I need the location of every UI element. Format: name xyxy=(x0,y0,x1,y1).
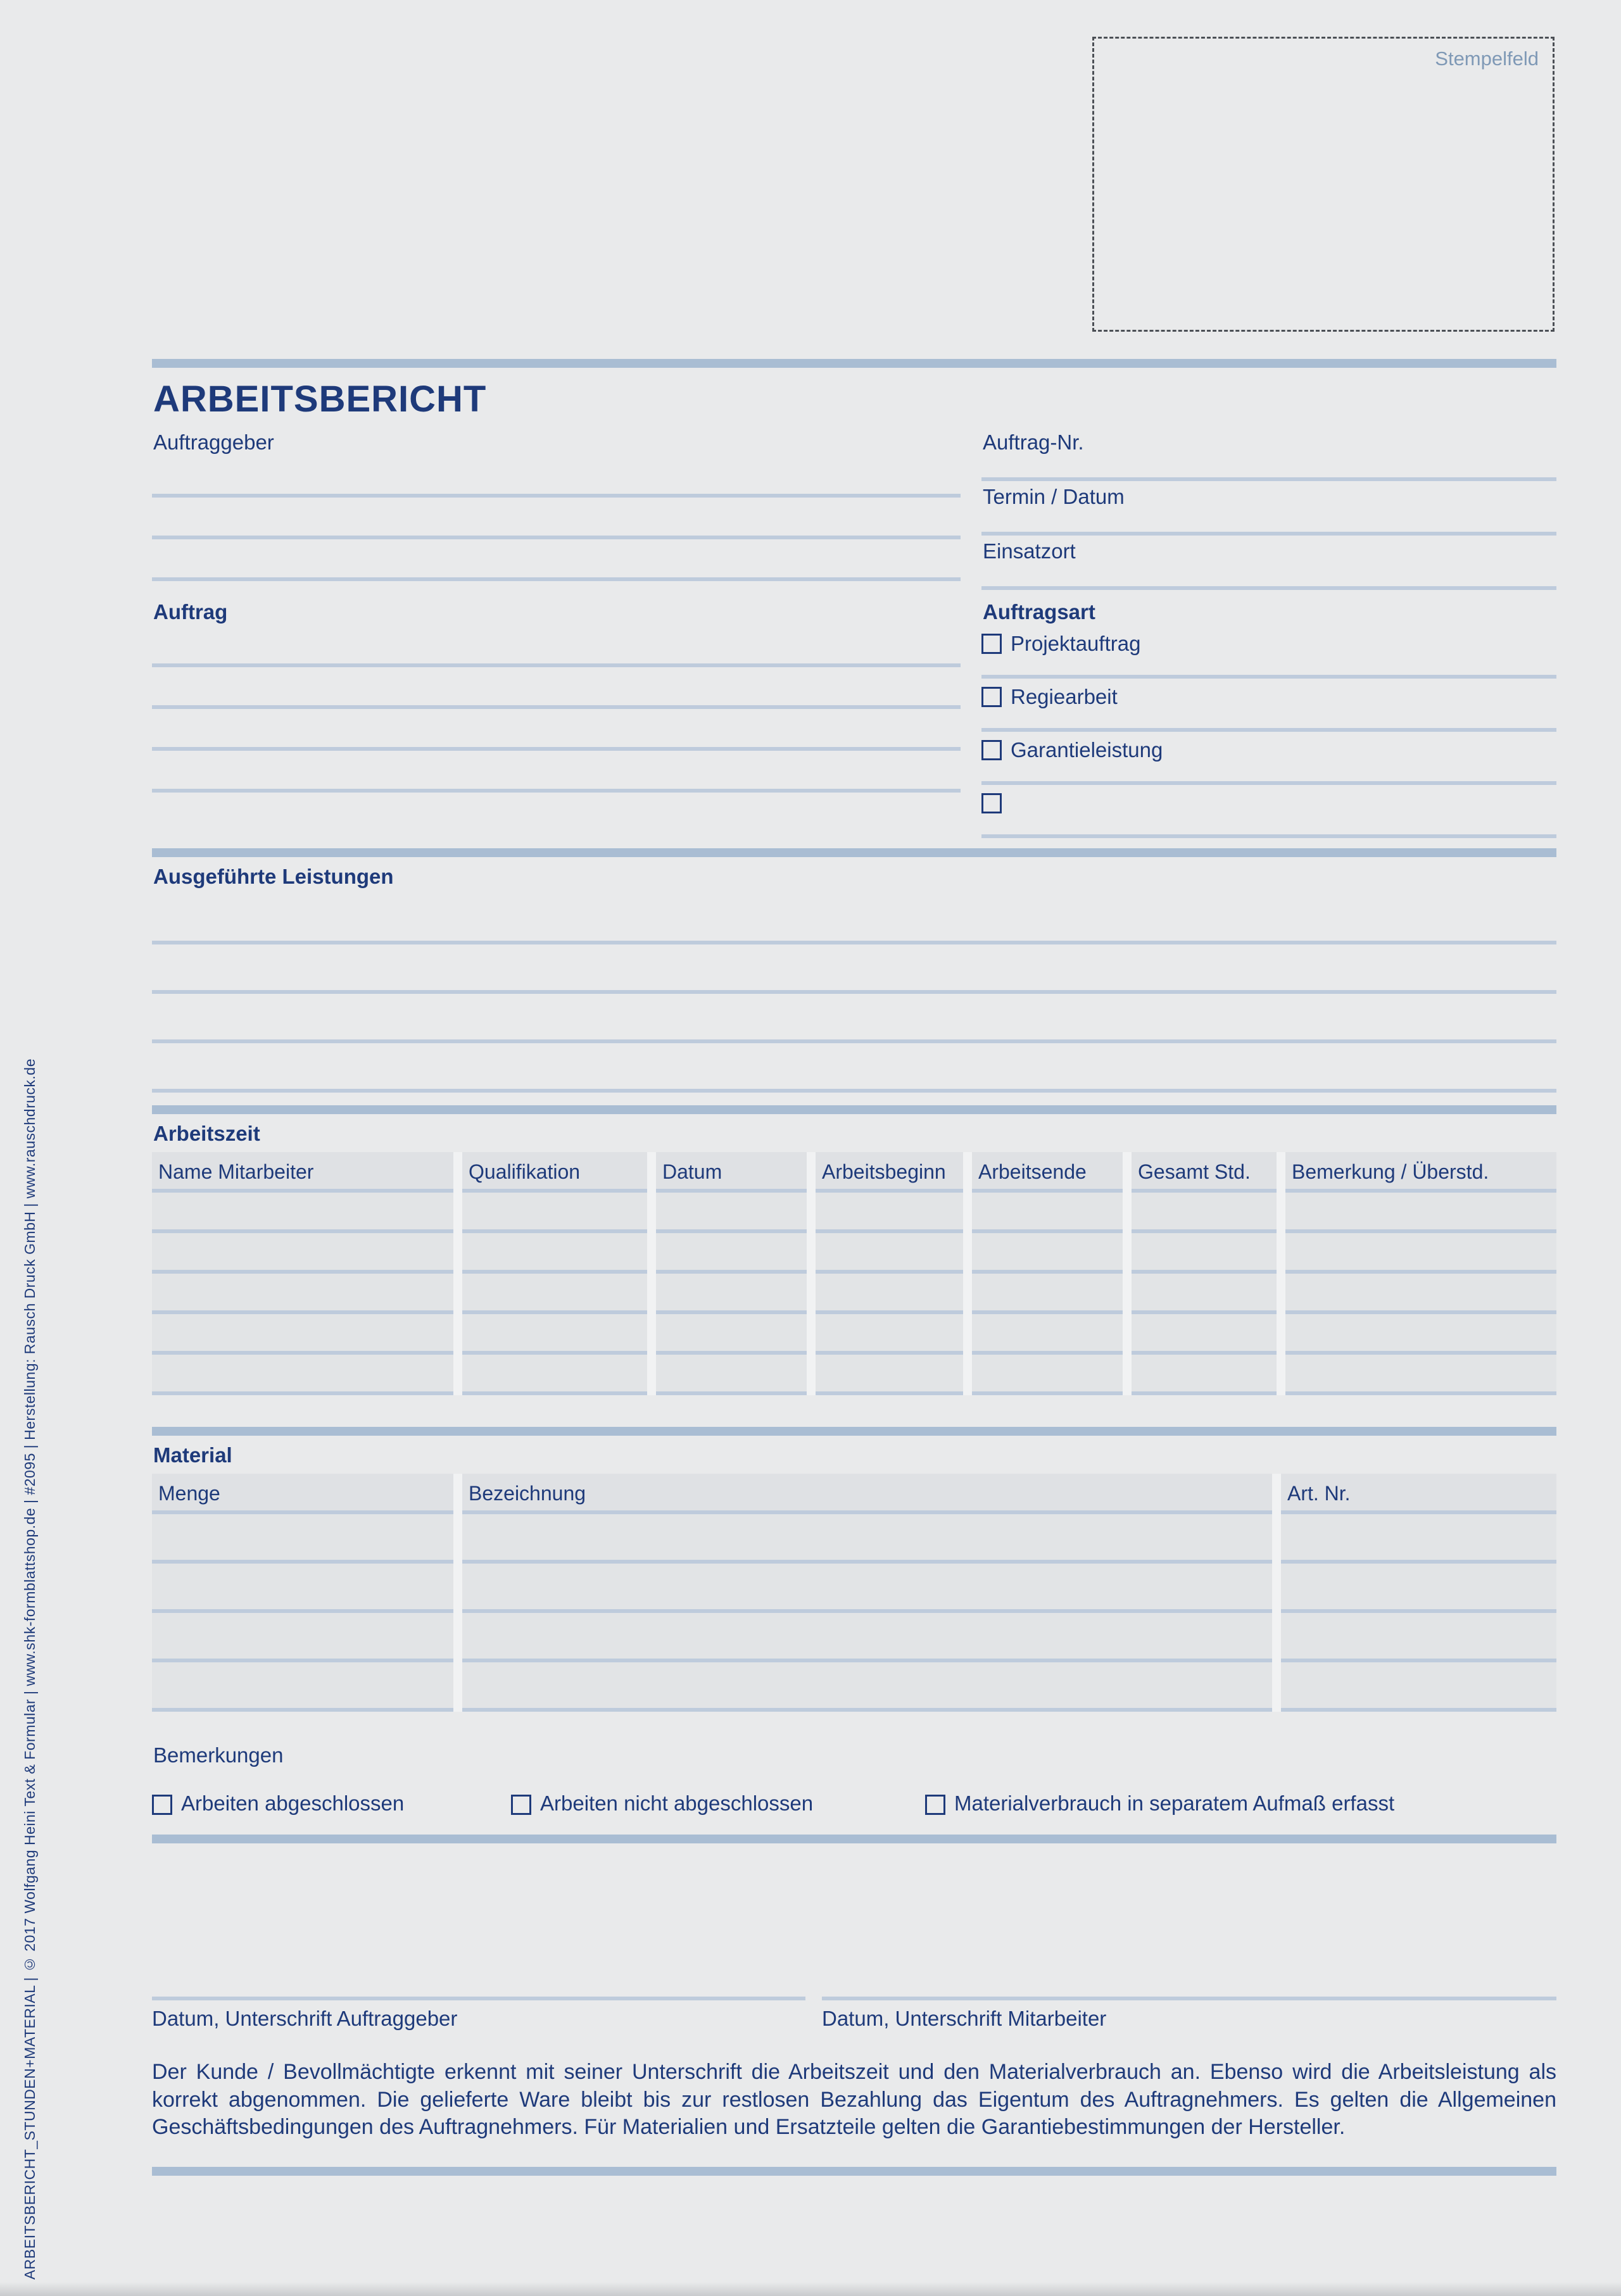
worktime-cell[interactable] xyxy=(656,1193,807,1233)
client-column xyxy=(152,427,961,590)
checkbox-icon[interactable] xyxy=(981,740,1002,760)
worktime-cell[interactable] xyxy=(462,1233,647,1274)
client-label: Auftraggeber xyxy=(153,430,274,454)
worktime-section xyxy=(152,1105,1556,1395)
material-cell[interactable] xyxy=(1281,1662,1556,1712)
material-header-artno: Art. Nr. xyxy=(1281,1474,1556,1514)
order-input-line[interactable] xyxy=(152,709,961,751)
services-input-line[interactable] xyxy=(152,994,1556,1043)
worktime-cell[interactable] xyxy=(656,1274,807,1314)
stamp-field-box[interactable] xyxy=(1092,37,1555,332)
signature-employee xyxy=(822,1997,1556,2031)
services-input-line[interactable] xyxy=(152,1043,1556,1093)
worktime-cell[interactable] xyxy=(152,1274,453,1314)
worktime-table xyxy=(152,1152,1556,1395)
remarks-label: Bemerkungen xyxy=(153,1743,284,1767)
order-input-line[interactable] xyxy=(152,625,961,667)
material-header-description: Bezeichnung xyxy=(462,1474,1272,1514)
completion-checkboxes xyxy=(152,1791,1556,1816)
check-label: Arbeiten abgeschlossen xyxy=(181,1791,405,1815)
checkbox-icon[interactable] xyxy=(925,1795,945,1815)
check-arbeiten-abgeschlossen[interactable] xyxy=(152,1791,511,1816)
checkbox-icon[interactable] xyxy=(981,793,1002,813)
material-cell[interactable] xyxy=(152,1564,453,1613)
check-arbeiten-nicht-abgeschlossen[interactable] xyxy=(511,1791,925,1816)
worktime-cell[interactable] xyxy=(1132,1314,1277,1355)
worktime-header-end: Arbeitsende xyxy=(972,1152,1123,1193)
material-cell[interactable] xyxy=(152,1662,453,1712)
material-header-quantity: Menge xyxy=(152,1474,453,1514)
signature-employee-label: Datum, Unterschrift Mitarbeiter xyxy=(822,2007,1107,2030)
worktime-cell[interactable] xyxy=(816,1274,963,1314)
location-input-line[interactable] xyxy=(981,586,1556,590)
checkbox-icon[interactable] xyxy=(152,1795,172,1815)
divider-bar-material xyxy=(152,1427,1556,1436)
order-meta-column xyxy=(981,427,1556,590)
date-field xyxy=(981,481,1556,536)
worktime-cell[interactable] xyxy=(1132,1355,1277,1395)
worktime-cell[interactable] xyxy=(972,1355,1123,1395)
material-cell[interactable] xyxy=(462,1514,1272,1564)
worktime-cell[interactable] xyxy=(656,1314,807,1355)
worktime-cell[interactable] xyxy=(972,1193,1123,1233)
check-label: Arbeiten nicht abgeschlossen xyxy=(540,1791,814,1815)
signature-client-label: Datum, Unterschrift Auftraggeber xyxy=(152,2007,458,2030)
worktime-cell[interactable] xyxy=(816,1355,963,1395)
worktime-header-remark: Bemerkung / Überstd. xyxy=(1285,1152,1556,1193)
divider-bar-remarks xyxy=(152,1835,1556,1843)
worktime-cell[interactable] xyxy=(152,1233,453,1274)
material-cell[interactable] xyxy=(462,1564,1272,1613)
divider-bar-services xyxy=(152,848,1556,857)
worktime-cell[interactable] xyxy=(152,1355,453,1395)
worktime-cell[interactable] xyxy=(462,1193,647,1233)
client-input-line[interactable] xyxy=(152,498,961,539)
services-input-line[interactable] xyxy=(152,944,1556,994)
page-bottom-edge xyxy=(0,2282,1621,2296)
worktime-header-name: Name Mitarbeiter xyxy=(152,1152,453,1193)
worktime-cell[interactable] xyxy=(972,1233,1123,1274)
order-input-line[interactable] xyxy=(152,667,961,709)
location-label: Einsatzort xyxy=(983,539,1076,563)
order-type-option-blank[interactable] xyxy=(981,785,1556,838)
divider-bar-worktime xyxy=(152,1105,1556,1114)
client-meta-section xyxy=(152,427,1556,590)
location-field xyxy=(981,536,1556,590)
material-table xyxy=(152,1474,1556,1712)
material-label: Material xyxy=(153,1443,232,1467)
option-label: Regiearbeit xyxy=(1011,685,1118,708)
option-label: Garantieleistung xyxy=(1011,738,1163,762)
material-section xyxy=(152,1427,1556,1712)
order-input-line[interactable] xyxy=(152,751,961,793)
worktime-cell[interactable] xyxy=(656,1355,807,1395)
worktime-header-date: Datum xyxy=(656,1152,807,1193)
worktime-label: Arbeitszeit xyxy=(153,1122,260,1145)
checkbox-icon[interactable] xyxy=(981,687,1002,707)
worktime-cell[interactable] xyxy=(972,1314,1123,1355)
order-type-label: Auftragsart xyxy=(983,600,1095,624)
order-no-label: Auftrag-Nr. xyxy=(983,430,1084,454)
option-label: Projektauftrag xyxy=(1011,632,1141,655)
divider-bar-bottom xyxy=(152,2167,1556,2176)
legal-text: Der Kunde / Bevollmächtigte erkennt mit seiner Unterschrift die Arbeitszeit und den Materialverbrauch an. Ebenso wird die Arbeitsleistung als korrekt abgenommen. Die gelieferte Ware bleibt bis zur restlosen Bezahlung das Eigentum des Auftragnehmers. Es gelten die Allgemeinen Geschäftsbedingungen des Auftragnehmers. Für Materialien und Ersatzteile gelten die Garantiebestimmungen der Hersteller. xyxy=(152,2060,1556,2140)
divider-bar-top xyxy=(152,359,1556,368)
worktime-cell[interactable] xyxy=(1285,1233,1556,1274)
stamp-field-label: Stempelfeld xyxy=(1435,47,1539,70)
worktime-cell[interactable] xyxy=(1285,1314,1556,1355)
worktime-cell[interactable] xyxy=(816,1233,963,1274)
form-content xyxy=(152,359,1556,2176)
material-cell[interactable] xyxy=(152,1514,453,1564)
material-cell[interactable] xyxy=(462,1662,1272,1712)
client-input-line[interactable] xyxy=(152,539,961,581)
client-input-line[interactable] xyxy=(152,456,961,498)
worktime-cell[interactable] xyxy=(656,1233,807,1274)
order-label: Auftrag xyxy=(153,600,228,624)
worktime-cell[interactable] xyxy=(816,1314,963,1355)
worktime-header-start: Arbeitsbeginn xyxy=(816,1152,963,1193)
checkbox-icon[interactable] xyxy=(981,634,1002,654)
print-credit-vertical: ARBEITSBERICHT_STUNDEN+MATERIAL | © 2017 Wolfgang Heini Text & Formular | www.shk-formblattshop.de | #2095 | Herstellung: Rausch Druck GmbH | www.rauschdruck.de xyxy=(22,1058,38,2280)
worktime-cell[interactable] xyxy=(1132,1274,1277,1314)
order-section xyxy=(152,596,1556,838)
order-type-option-garantieleistung[interactable] xyxy=(981,732,1556,785)
order-type-option-projektauftrag[interactable] xyxy=(981,625,1556,679)
worktime-cell[interactable] xyxy=(462,1355,647,1395)
order-no-field xyxy=(981,427,1556,481)
worktime-cell[interactable] xyxy=(816,1193,963,1233)
order-type-option-regiearbeit[interactable] xyxy=(981,679,1556,732)
material-cell[interactable] xyxy=(1281,1613,1556,1662)
check-label: Materialverbrauch in separatem Aufmaß erfasst xyxy=(954,1791,1395,1815)
worktime-header-total: Gesamt Std. xyxy=(1132,1152,1277,1193)
signature-client xyxy=(152,1997,805,2031)
worktime-header-qualification: Qualifikation xyxy=(462,1152,647,1193)
worktime-cell[interactable] xyxy=(462,1314,647,1355)
material-cell[interactable] xyxy=(462,1613,1272,1662)
services-section xyxy=(152,848,1556,1093)
worktime-cell[interactable] xyxy=(152,1193,453,1233)
worktime-cell[interactable] xyxy=(1132,1193,1277,1233)
worktime-cell[interactable] xyxy=(1285,1193,1556,1233)
material-cell[interactable] xyxy=(1281,1514,1556,1564)
worktime-cell[interactable] xyxy=(972,1274,1123,1314)
checkbox-icon[interactable] xyxy=(511,1795,531,1815)
worktime-cell[interactable] xyxy=(152,1314,453,1355)
signature-section xyxy=(152,1997,1556,2031)
worktime-cell[interactable] xyxy=(1285,1274,1556,1314)
material-cell[interactable] xyxy=(152,1613,453,1662)
services-label: Ausgeführte Leistungen xyxy=(153,865,394,888)
services-input-line[interactable] xyxy=(152,895,1556,944)
material-cell[interactable] xyxy=(1281,1564,1556,1613)
page-title: ARBEITSBERICHT xyxy=(153,379,487,420)
date-label: Termin / Datum xyxy=(983,485,1125,508)
check-materialverbrauch-separat[interactable] xyxy=(925,1791,1394,1816)
worktime-cell[interactable] xyxy=(462,1274,647,1314)
worktime-cell[interactable] xyxy=(1132,1233,1277,1274)
order-type-column xyxy=(981,596,1556,838)
order-column xyxy=(152,596,961,838)
worktime-cell[interactable] xyxy=(1285,1355,1556,1395)
